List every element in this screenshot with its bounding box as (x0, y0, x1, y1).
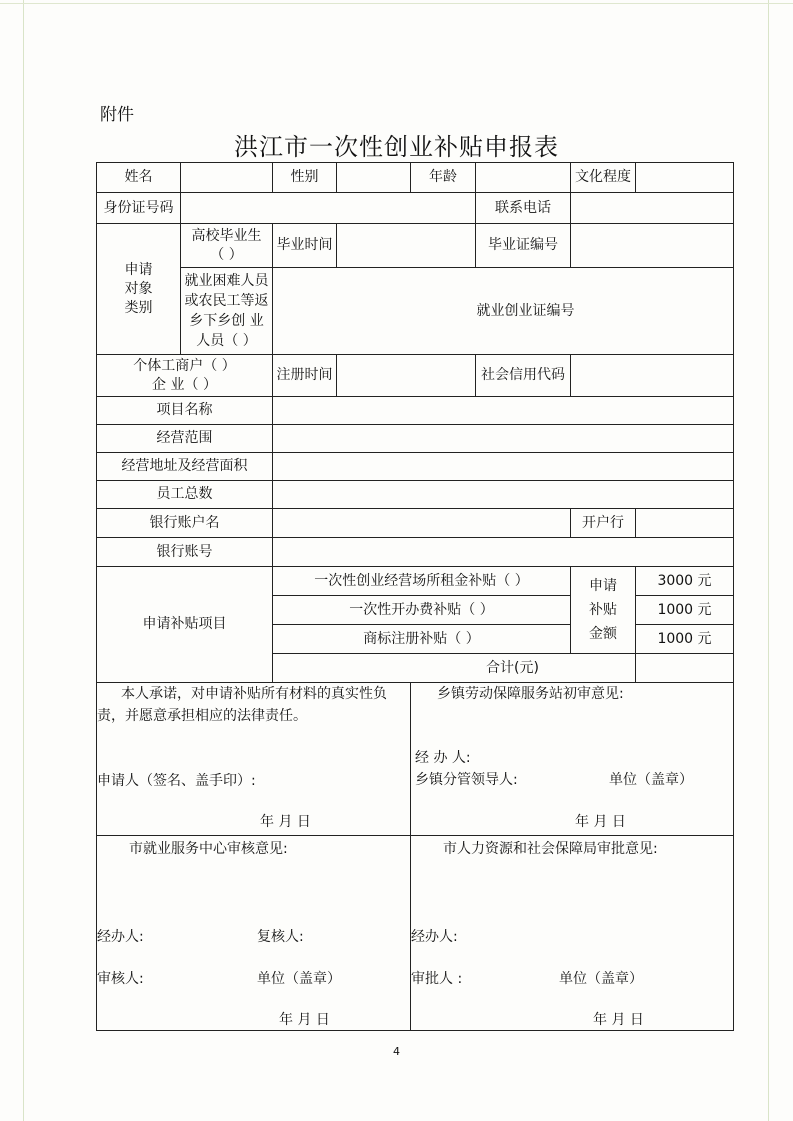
subsidy-application-form (96, 162, 734, 1031)
age-field[interactable] (476, 163, 571, 193)
margin-line-left (23, 0, 24, 1121)
id-number-field[interactable] (181, 193, 476, 224)
education-label: 文化程度 (571, 163, 636, 193)
employee-total-field[interactable] (273, 481, 734, 509)
bank-account-no-field[interactable] (273, 538, 734, 567)
name-field[interactable] (181, 163, 273, 193)
margin-line-right (768, 0, 769, 1121)
subsidy-total-label: 合计(元) (273, 654, 636, 683)
city-center-seal-label: 单位（盖章） (257, 971, 341, 987)
graduate-option[interactable]: 高校毕业生 （ ） (181, 224, 273, 268)
subsidy-amount-label: 申请 补贴 金额 (571, 567, 636, 654)
township-review-cell (411, 683, 734, 836)
city-center-reviewer-label: 审核人: (97, 971, 144, 987)
employee-total-label: 员工总数 (97, 481, 273, 509)
subsidy-amount-startup: 1000 元 (636, 596, 734, 625)
hardship-option[interactable]: 就业困难人员 或农民工等返 乡下乡创 业 人员（ ） (181, 268, 273, 355)
township-handler-label: 经 办 人: (415, 750, 471, 766)
hr-bureau-heading: 市人力资源和社会保障局审批意见: (443, 841, 658, 857)
hr-bureau-approver-label: 审批人 : (411, 971, 463, 987)
subsidy-item-trademark[interactable]: 商标注册补贴（ ） (273, 625, 571, 654)
phone-label: 联系电话 (476, 193, 571, 224)
subsidy-item-rent[interactable]: 一次性创业经营场所租金补贴（ ） (273, 567, 571, 596)
applicant-signature-label: 申请人（签名、盖手印）: (97, 773, 256, 789)
hr-bureau-seal-label: 单位（盖章） (559, 971, 643, 987)
township-leader-label: 乡镇分管领导人: (415, 772, 518, 788)
gender-label: 性别 (273, 163, 337, 193)
township-seal-label: 单位（盖章） (609, 772, 693, 788)
attachment-label: 附件 (100, 105, 134, 125)
name-label: 姓名 (97, 163, 181, 193)
business-scope-label: 经营范围 (97, 425, 273, 453)
declaration-cell (97, 683, 411, 836)
credit-code-label: 社会信用代码 (476, 355, 571, 397)
certificate-no-label: 毕业证编号 (476, 224, 571, 268)
declaration-text-line2: 责，并愿意承担相应的法律责任。 (97, 708, 307, 724)
page-number: 4 (393, 1045, 400, 1058)
city-center-date: 年 月 日 (279, 1012, 330, 1028)
subsidy-total-field[interactable] (636, 654, 734, 683)
address-area-field[interactable] (273, 453, 734, 481)
city-center-rechecker-label: 复核人: (257, 929, 304, 945)
employment-cert-no-label: 就业创业证编号 (273, 268, 734, 355)
education-field[interactable] (636, 163, 734, 193)
hr-bureau-review-cell (411, 836, 734, 1031)
township-date: 年 月 日 (575, 814, 626, 830)
id-number-label: 身份证号码 (97, 193, 181, 224)
hr-bureau-handler-label: 经办人: (411, 929, 458, 945)
subsidy-items-label: 申请补贴项目 (97, 567, 273, 683)
form-title: 洪江市一次性创业补贴申报表 (234, 133, 559, 161)
bank-branch-label: 开户行 (571, 509, 636, 538)
subsidy-amount-rent: 3000 元 (636, 567, 734, 596)
margin-line-top (0, 3, 793, 4)
address-area-label: 经营地址及经营面积 (97, 453, 273, 481)
city-center-heading: 市就业服务中心审核意见: (129, 841, 288, 857)
credit-code-field[interactable] (571, 355, 734, 397)
bank-account-no-label: 银行账号 (97, 538, 273, 567)
registration-time-field[interactable] (337, 355, 476, 397)
city-center-handler-label: 经办人: (97, 929, 144, 945)
project-name-label: 项目名称 (97, 397, 273, 425)
bank-account-name-label: 银行账户名 (97, 509, 273, 538)
graduation-time-field[interactable] (337, 224, 476, 268)
gender-field[interactable] (337, 163, 411, 193)
city-center-review-cell (97, 836, 411, 1031)
subsidy-amount-trademark: 1000 元 (636, 625, 734, 654)
project-name-field[interactable] (273, 397, 734, 425)
business-scope-field[interactable] (273, 425, 734, 453)
subsidy-item-startup[interactable]: 一次性开办费补贴（ ） (273, 596, 571, 625)
registration-time-label: 注册时间 (273, 355, 337, 397)
applicant-category-label: 申请 对象 类别 (97, 224, 181, 355)
business-type-option[interactable]: 个体工商户（ ） 企 业（ ） (97, 355, 273, 397)
bank-branch-field[interactable] (636, 509, 734, 538)
hr-bureau-date: 年 月 日 (593, 1012, 644, 1028)
graduation-time-label: 毕业时间 (273, 224, 337, 268)
age-label: 年龄 (411, 163, 476, 193)
declaration-text-line1: 本人承诺，对申请补贴所有材料的真实性负 (121, 686, 387, 702)
bank-account-name-field[interactable] (273, 509, 571, 538)
declaration-date: 年 月 日 (260, 814, 311, 830)
township-review-heading: 乡镇劳动保障服务站初审意见: (437, 686, 624, 702)
phone-field[interactable] (571, 193, 734, 224)
certificate-no-field[interactable] (571, 224, 734, 268)
